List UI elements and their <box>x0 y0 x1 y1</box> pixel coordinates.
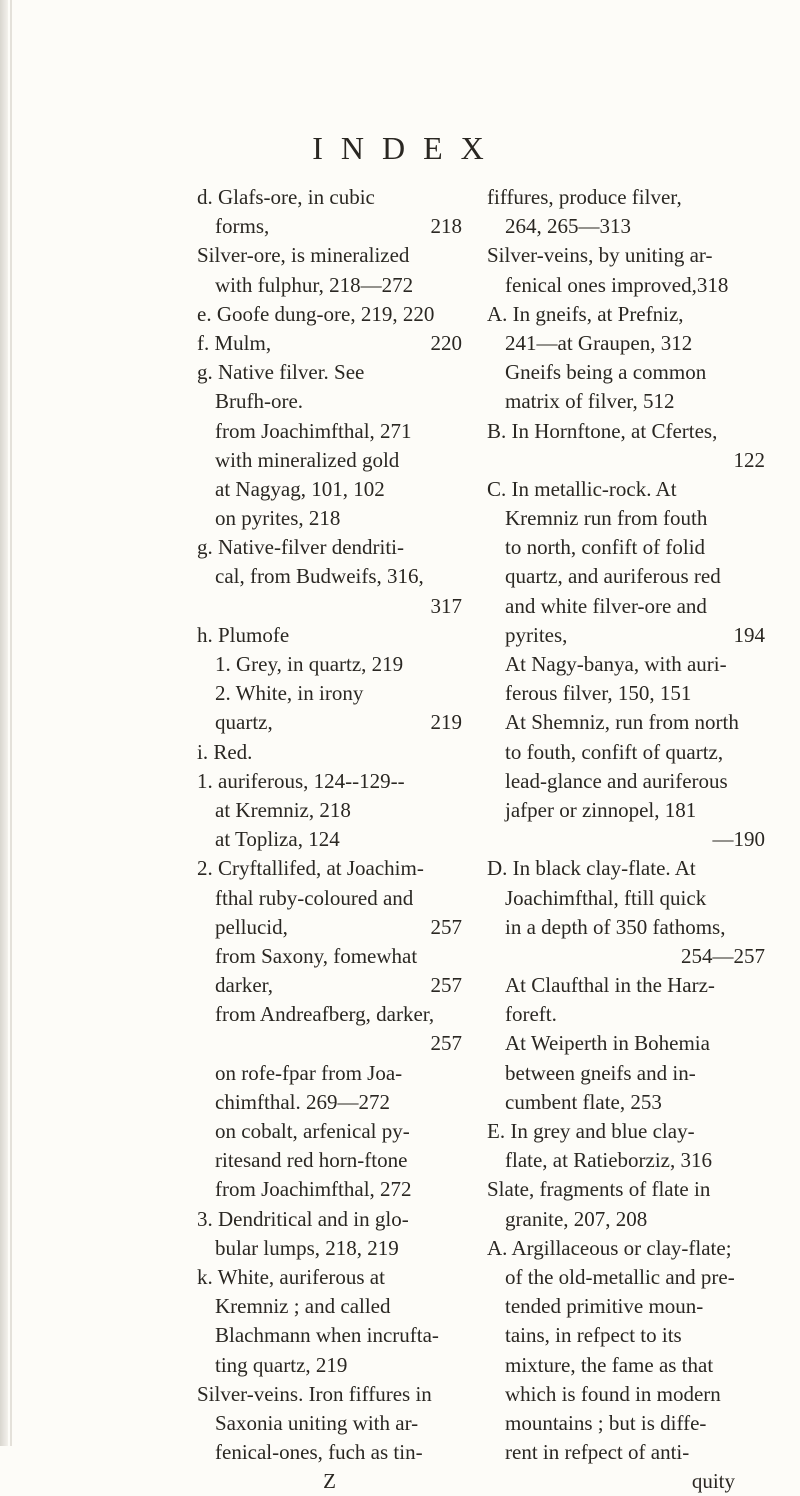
index-line <box>487 1029 765 1058</box>
index-line <box>487 241 765 270</box>
index-line <box>197 738 462 767</box>
right-column <box>487 183 765 1496</box>
page-reference: 218 <box>430 214 462 239</box>
index-line <box>197 1292 462 1321</box>
index-line <box>197 650 462 679</box>
index-line <box>487 504 765 533</box>
index-line-text: mountains ; but is diffe- <box>505 1410 707 1435</box>
index-line <box>197 1234 462 1263</box>
index-line <box>197 679 462 708</box>
page-header: INDEX <box>312 130 502 166</box>
index-line-text: at Topliza, 124 <box>215 827 340 852</box>
index-line <box>487 767 765 796</box>
index-line-text: tains, in refpect to its <box>505 1323 682 1348</box>
index-line <box>487 1321 765 1350</box>
index-line <box>487 942 765 971</box>
index-line <box>487 1146 765 1175</box>
index-line-text: fenical-ones, fuch as tin- <box>215 1440 423 1465</box>
page-reference: 317 <box>430 593 462 618</box>
index-line <box>197 1088 462 1117</box>
index-line-text: matrix of filver, 512 <box>505 389 675 414</box>
index-line <box>197 300 462 329</box>
index-line <box>487 417 765 446</box>
index-line-text: quartz, <box>215 710 273 735</box>
index-line <box>197 1175 462 1204</box>
index-line <box>197 533 462 562</box>
index-line-text: Blachmann when incrufta- <box>215 1323 439 1348</box>
index-line-text: darker, <box>215 973 274 998</box>
index-line <box>197 767 462 796</box>
index-line <box>487 854 765 883</box>
page-reference: 194 <box>733 622 765 647</box>
index-line <box>197 183 462 212</box>
index-line <box>487 621 765 650</box>
index-line <box>487 971 765 1000</box>
index-line-text: i. Red. <box>197 739 253 764</box>
page-reference: 219 <box>430 710 462 735</box>
index-line <box>487 796 765 825</box>
index-line-text: Slate, fragments of flate in <box>487 1177 711 1202</box>
index-line-text: with fulphur, 218—272 <box>215 272 414 297</box>
index-line-text: Saxonia uniting with ar- <box>215 1410 419 1435</box>
index-line <box>197 1409 462 1438</box>
page-binding-edge <box>0 0 8 1446</box>
index-line-text: fthal ruby-coloured and <box>215 885 414 910</box>
index-line <box>487 562 765 591</box>
index-line <box>197 1146 462 1175</box>
index-line <box>197 1117 462 1146</box>
index-line <box>487 1234 765 1263</box>
index-line <box>197 241 462 270</box>
index-line-text: d. Glafs-ore, in cubic <box>197 185 375 209</box>
index-line-text: 3. Dendritical and in glo- <box>197 1206 409 1231</box>
index-line-text: cal, from Budweifs, 316, <box>215 564 424 589</box>
index-line-text: from Andreafberg, darker, <box>215 1002 435 1027</box>
index-line-text: ritesand red horn-ftone <box>215 1148 408 1173</box>
index-line-text: of the old-metallic and pre- <box>505 1264 735 1289</box>
index-line <box>487 358 765 387</box>
index-line-text: Gneifs being a common <box>505 360 707 385</box>
index-line-text: 241—at Graupen, 312 <box>505 330 693 355</box>
index-line <box>197 621 462 650</box>
index-line <box>197 1438 462 1467</box>
index-line <box>487 1380 765 1409</box>
index-line-text: which is found in modern <box>505 1381 721 1406</box>
index-line <box>197 446 462 475</box>
index-line <box>197 417 462 446</box>
index-line-text: pellucid, <box>215 914 288 939</box>
index-line <box>197 1059 462 1088</box>
index-line <box>487 650 765 679</box>
index-line-text: g. Native filver. See <box>197 360 365 385</box>
index-line-text: At Nagy-banya, with auri- <box>505 652 727 676</box>
index-line-text: between gneifs and in- <box>505 1060 696 1085</box>
index-line <box>197 825 462 854</box>
index-line-text: B. In Hornftone, at Cfertes, <box>487 418 718 443</box>
index-line-text: from Joachimfthal, 272 <box>215 1177 412 1202</box>
index-line-text: on rofe-fpar from Joa- <box>215 1060 403 1085</box>
index-line <box>197 1321 462 1350</box>
index-line-text: A. In gneifs, at Prefniz, <box>487 301 684 326</box>
index-line <box>197 942 462 971</box>
index-line <box>197 1263 462 1292</box>
index-line-text: E. In grey and blue clay- <box>487 1119 695 1143</box>
index-line <box>197 329 462 358</box>
index-line <box>197 1351 462 1380</box>
page-reference: 254—257 <box>681 943 765 968</box>
index-line <box>197 708 462 737</box>
index-line <box>487 387 765 416</box>
index-line-text: on pyrites, 218 <box>215 506 341 531</box>
index-line <box>487 1117 765 1146</box>
index-line <box>487 738 765 767</box>
index-line <box>487 475 765 504</box>
index-line-text: Kremniz ; and called <box>215 1294 391 1319</box>
index-line-text: rent in refpect of anti- <box>505 1440 690 1465</box>
index-line <box>487 679 765 708</box>
index-line <box>487 1000 765 1029</box>
index-line <box>197 1205 462 1234</box>
index-line <box>487 329 765 358</box>
index-line-text: quartz, and auriferous red <box>505 564 721 589</box>
index-line-text: Silver-veins. Iron fiffures in <box>197 1381 432 1406</box>
index-line-text: f. Mulm, <box>197 330 272 355</box>
index-line-text: At Weiperth in Bohemia <box>505 1031 710 1056</box>
index-line-text: ferous filver, 150, 151 <box>505 681 692 706</box>
index-line <box>487 884 765 913</box>
page-reference: 122 <box>733 447 765 472</box>
index-line-text: forms, <box>215 214 270 239</box>
index-line <box>197 562 462 591</box>
index-line <box>487 446 765 475</box>
index-line-text: on cobalt, arfenical py- <box>215 1119 410 1143</box>
index-line <box>487 1205 765 1234</box>
index-line <box>197 1380 462 1409</box>
index-line <box>197 884 462 913</box>
page-reference: 220 <box>430 330 462 355</box>
index-line-text: flate, at Ratieborziz, 316 <box>505 1148 712 1173</box>
index-line <box>197 1000 462 1029</box>
index-line-text: 1. Grey, in quartz, 219 <box>215 652 404 676</box>
index-line <box>197 212 462 241</box>
index-line-text: bular lumps, 218, 219 <box>215 1235 399 1260</box>
index-line-text: at Kremniz, 218 <box>215 797 351 822</box>
index-line <box>197 971 462 1000</box>
index-line <box>197 358 462 387</box>
index-line-text: Joachimfthal, ftill quick <box>505 885 707 910</box>
index-line <box>487 708 765 737</box>
index-line-text: fenical ones improved,318 <box>505 272 729 297</box>
index-line-text: granite, 207, 208 <box>505 1206 648 1231</box>
index-line-text: with mineralized gold <box>215 447 400 472</box>
index-line <box>487 533 765 562</box>
index-line-text: Kremniz run from fouth <box>505 506 708 531</box>
index-line-text: D. In black clay-flate. At <box>487 856 696 881</box>
index-line-text: cumbent flate, 253 <box>505 1089 662 1114</box>
index-line-text: tended primitive moun- <box>505 1294 704 1319</box>
index-line <box>197 475 462 504</box>
index-line-text: foreft. <box>505 1002 557 1027</box>
index-line-text: and white filver-ore and <box>505 593 707 618</box>
index-line <box>487 1059 765 1088</box>
index-line-text: chimfthal. 269—272 <box>215 1089 390 1114</box>
index-line <box>197 504 462 533</box>
index-line <box>197 271 462 300</box>
index-line-text: lead-glance and auriferous <box>505 768 728 793</box>
catchword: quity <box>691 1469 735 1494</box>
index-line-text: 264, 265—313 <box>505 214 631 239</box>
index-line <box>197 796 462 825</box>
index-line <box>487 1438 765 1467</box>
index-line-text: At Shemniz, run from north <box>505 710 739 735</box>
index-line <box>487 300 765 329</box>
index-line-text: 2. White, in irony <box>215 681 364 706</box>
index-line <box>197 1029 462 1058</box>
index-line <box>487 212 765 241</box>
page-reference: 257 <box>430 914 462 939</box>
index-line-text: 1. auriferous, 124--129-- <box>197 768 405 793</box>
page-binding-shadow <box>10 0 12 1446</box>
index-line-text: C. In metallic-rock. At <box>487 476 677 501</box>
index-line-text: h. Plumofe <box>197 622 290 647</box>
index-line-text: 2. Cryftallifed, at Joachim- <box>197 856 424 881</box>
index-line <box>487 1351 765 1380</box>
index-line <box>487 271 765 300</box>
index-line <box>487 592 765 621</box>
page-reference: —190 <box>712 827 765 852</box>
index-line <box>487 825 765 854</box>
index-line <box>197 913 462 942</box>
page-reference: 257 <box>430 1031 462 1056</box>
index-line-text: in a depth of 350 fathoms, <box>505 914 726 939</box>
index-line-text: from Joachimfthal, 271 <box>215 418 412 443</box>
index-line-text: Brufh-ore. <box>215 389 304 414</box>
index-line-text: Silver-veins, by uniting ar- <box>487 243 713 268</box>
catchword: Z <box>323 1469 336 1494</box>
index-line-text: g. Native-filver dendriti- <box>197 535 405 560</box>
index-line-text: At Claufthal in the Harz- <box>505 973 715 998</box>
index-line-text: at Nagyag, 101, 102 <box>215 476 385 501</box>
index-line-text: ting quartz, 219 <box>215 1352 348 1377</box>
index-line-text: k. White, auriferous at <box>197 1264 385 1289</box>
index-line <box>487 183 765 212</box>
index-line <box>197 387 462 416</box>
index-line <box>487 1409 765 1438</box>
index-line <box>197 592 462 621</box>
index-line <box>487 1292 765 1321</box>
index-line-text: to fouth, confift of quartz, <box>505 739 724 764</box>
index-line-text: pyrites, <box>505 622 568 647</box>
index-line-text: fiffures, produce filver, <box>487 185 682 209</box>
index-line-text: A. Argillaceous or clay-flate; <box>487 1235 732 1260</box>
left-column <box>197 183 462 1496</box>
index-line <box>487 1263 765 1292</box>
index-line-text: Silver-ore, is mineralized <box>197 243 410 268</box>
index-line <box>487 1088 765 1117</box>
index-line-text: jafper or zinnopel, 181 <box>505 797 697 822</box>
index-line-text: from Saxony, fomewhat <box>215 943 418 968</box>
index-line-text: to north, confift of folid <box>505 535 706 560</box>
index-line-text: e. Goofe dung-ore, 219, 220 <box>197 301 435 326</box>
index-line-text: mixture, the fame as that <box>505 1352 714 1377</box>
index-line <box>487 1175 765 1204</box>
page-reference: 257 <box>430 973 462 998</box>
index-line <box>487 913 765 942</box>
index-line <box>197 854 462 883</box>
